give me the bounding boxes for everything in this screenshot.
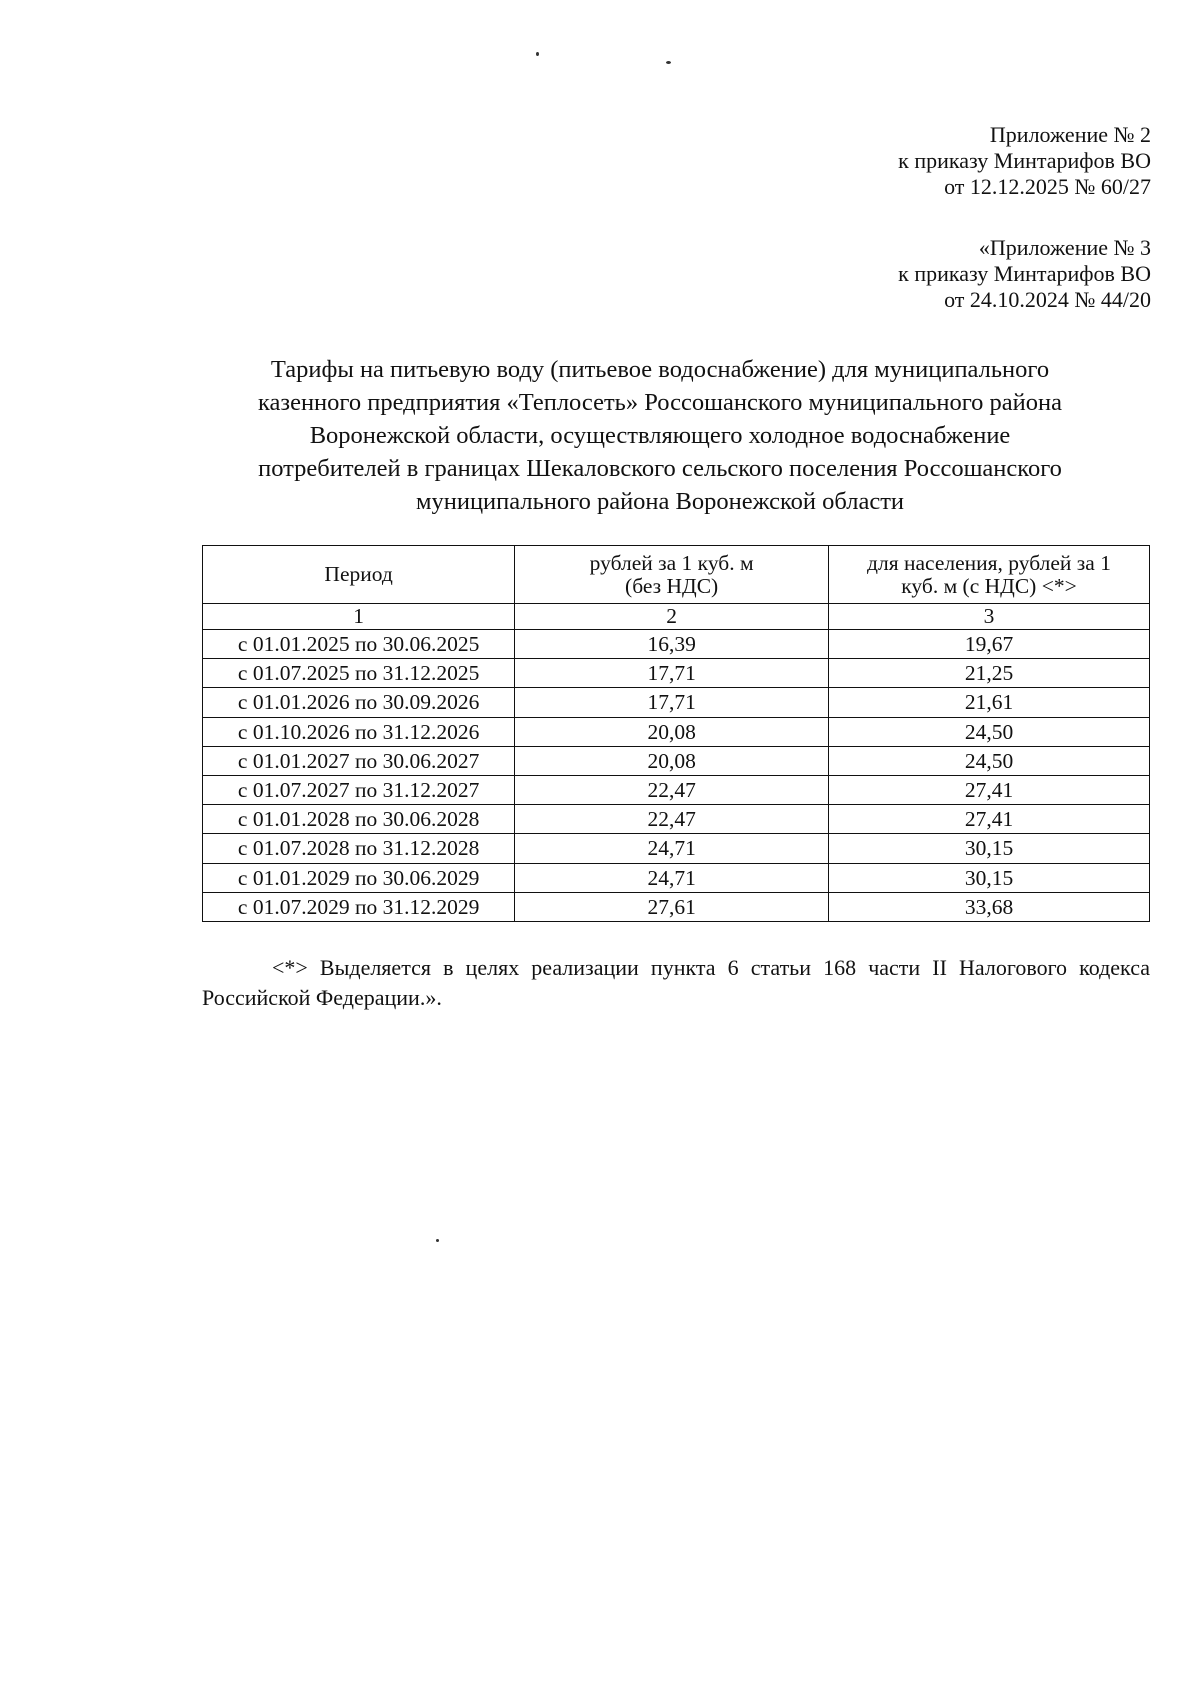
header-line: рублей за 1 куб. м [589, 550, 754, 575]
cell-price-no-vat: 27,61 [515, 892, 829, 921]
header-line: (без НДС) [625, 573, 719, 598]
cell-period: с 01.01.2027 по 30.06.2027 [203, 746, 515, 775]
cell-period: с 01.01.2026 по 30.09.2026 [203, 688, 515, 717]
document-title [200, 353, 1120, 518]
cell-price-with-vat: 24,50 [829, 746, 1150, 775]
cell-period: с 01.07.2028 по 31.12.2028 [203, 834, 515, 863]
cell-price-no-vat: 24,71 [515, 834, 829, 863]
table-row [203, 717, 1150, 746]
cell-price-with-vat: 30,15 [829, 863, 1150, 892]
scan-speck [666, 61, 671, 64]
title-line: Воронежской области, осуществляющего холодное водоснабжение [309, 422, 1011, 449]
cell-price-with-vat: 33,68 [829, 892, 1150, 921]
header-price-with-vat [829, 546, 1150, 604]
table-row [203, 775, 1150, 804]
table-row [203, 746, 1150, 775]
cell-period: с 01.07.2027 по 31.12.2027 [203, 775, 515, 804]
cell-price-with-vat: 21,25 [829, 659, 1150, 688]
table-row [203, 805, 1150, 834]
cell-price-no-vat: 17,71 [515, 688, 829, 717]
table-header-row [203, 546, 1150, 604]
tariff-table [202, 545, 1150, 922]
table-row [203, 688, 1150, 717]
scan-speck [536, 52, 539, 56]
title-line: муниципального района Воронежской области [415, 488, 905, 515]
cell-price-with-vat: 27,41 [829, 805, 1150, 834]
title-line: Тарифы на питьевую воду (питьевое водоснабжение) для муниципального [270, 356, 1050, 383]
cell-price-no-vat: 17,71 [515, 659, 829, 688]
column-number: 3 [829, 604, 1150, 630]
table-row [203, 659, 1150, 688]
approval-line: Приложение № 2 [989, 122, 1151, 147]
column-number: 2 [515, 604, 829, 630]
scan-speck [436, 1239, 439, 1242]
approval-line: от 24.10.2024 № 44/20 [944, 287, 1151, 312]
column-number-row [203, 604, 1150, 630]
approval-block-appendix-3 [898, 235, 1151, 313]
cell-price-with-vat: 27,41 [829, 775, 1150, 804]
cell-period: с 01.10.2026 по 31.12.2026 [203, 717, 515, 746]
table-row [203, 834, 1150, 863]
header-price-no-vat [515, 546, 829, 604]
title-line: казенного предприятия «Теплосеть» Россошанского муниципального района [257, 389, 1062, 416]
cell-price-no-vat: 20,08 [515, 717, 829, 746]
table-row [203, 863, 1150, 892]
title-line: потребителей в границах Шекаловского сельского поселения Россошанского [258, 455, 1062, 482]
approval-block-appendix-2 [898, 122, 1151, 200]
cell-price-with-vat: 21,61 [829, 688, 1150, 717]
cell-price-with-vat: 19,67 [829, 630, 1150, 659]
cell-price-with-vat: 30,15 [829, 834, 1150, 863]
footnote: <*> Выделяется в целях реализации пункта 6 статьи 168 части II Налогового кодекса Российской Федерации.». [202, 955, 1150, 1010]
cell-period: с 01.07.2029 по 31.12.2029 [203, 892, 515, 921]
cell-price-no-vat: 22,47 [515, 775, 829, 804]
header-period-label: Период [324, 562, 393, 586]
table-row [203, 892, 1150, 921]
approval-line: к приказу Минтарифов ВО [898, 148, 1151, 173]
header-line: куб. м (с НДС) <*> [901, 573, 1077, 598]
cell-period: с 01.01.2025 по 30.06.2025 [203, 630, 515, 659]
cell-period: с 01.07.2025 по 31.12.2025 [203, 659, 515, 688]
header-line: для населения, рублей за 1 [867, 550, 1111, 575]
table-row [203, 630, 1150, 659]
cell-price-no-vat: 16,39 [515, 630, 829, 659]
approval-line: к приказу Минтарифов ВО [898, 261, 1151, 286]
cell-period: с 01.01.2028 по 30.06.2028 [203, 805, 515, 834]
approval-line: «Приложение № 3 [978, 235, 1151, 260]
cell-price-with-vat: 24,50 [829, 717, 1150, 746]
cell-period: с 01.01.2029 по 30.06.2029 [203, 863, 515, 892]
approval-line: от 12.12.2025 № 60/27 [944, 174, 1151, 199]
cell-price-no-vat: 22,47 [515, 805, 829, 834]
header-period [203, 546, 515, 604]
cell-price-no-vat: 24,71 [515, 863, 829, 892]
cell-price-no-vat: 20,08 [515, 746, 829, 775]
column-number: 1 [203, 604, 515, 630]
